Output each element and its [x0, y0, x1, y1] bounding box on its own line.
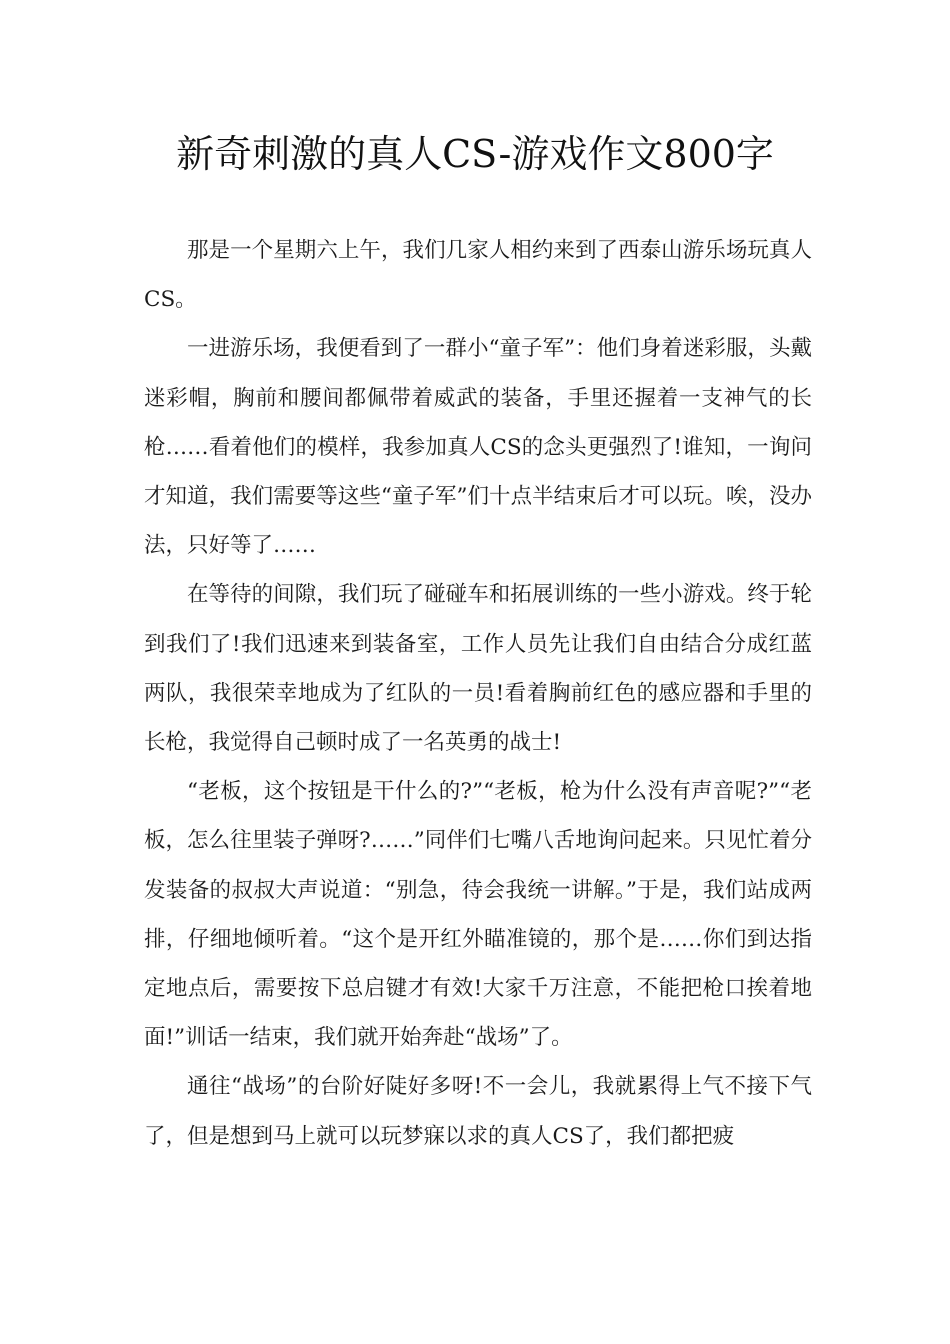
paragraph: 在等待的间隙，我们玩了碰碰车和拓展训练的一些小游戏。终于轮到我们了!我们迅速来到装备室，工作人员先让我们自由结合分成红蓝两队，我很荣幸地成为了红队的一员!看着胸前红色的感应器和手里的长枪，我觉得自己顿时成了一名英勇的战士! [144, 582, 812, 756]
paragraph: 那是一个星期六上午，我们几家人相约来到了西泰山游乐场玩真人CS。 [144, 238, 812, 313]
paragraph: 一进游乐场，我便看到了一群小“童子军”：他们身着迷彩服，头戴迷彩帽，胸前和腰间都佩带着威武的装备，手里还握着一支神气的长枪……看着他们的模样，我参加真人CS的念头更强烈了!谁知，一询问才知道，我们需要等这些“童子军”们十点半结束后才可以玩。唉，没办法，只好等了…… [144, 336, 812, 559]
paragraph: 通往“战场”的台阶好陡好多呀!不一会儿，我就累得上气不接下气了，但是想到马上就可以玩梦寐以求的真人CS了，我们都把疲 [144, 1074, 812, 1149]
document-title: 新奇刺激的真人CS-游戏作文800字 [176, 132, 774, 176]
paragraph: “老板，这个按钮是干什么的?”“老板，枪为什么没有声音呢?”“老板，怎么往里装子弹呀?……”同伴们七嘴八舌地询问起来。只见忙着分发装备的叔叔大声说道：“别急，待会我统一讲解。”于是，我们站成两排，仔细地倾听着。“这个是开红外瞄准镜的，那个是……你们到达指定地点后，需要按下总启键才有效!大家千万注意，不能把枪口挨着地面!”训话一结束，我们就开始奔赴“战场”了。 [144, 779, 812, 1051]
document-body [144, 226, 812, 1161]
